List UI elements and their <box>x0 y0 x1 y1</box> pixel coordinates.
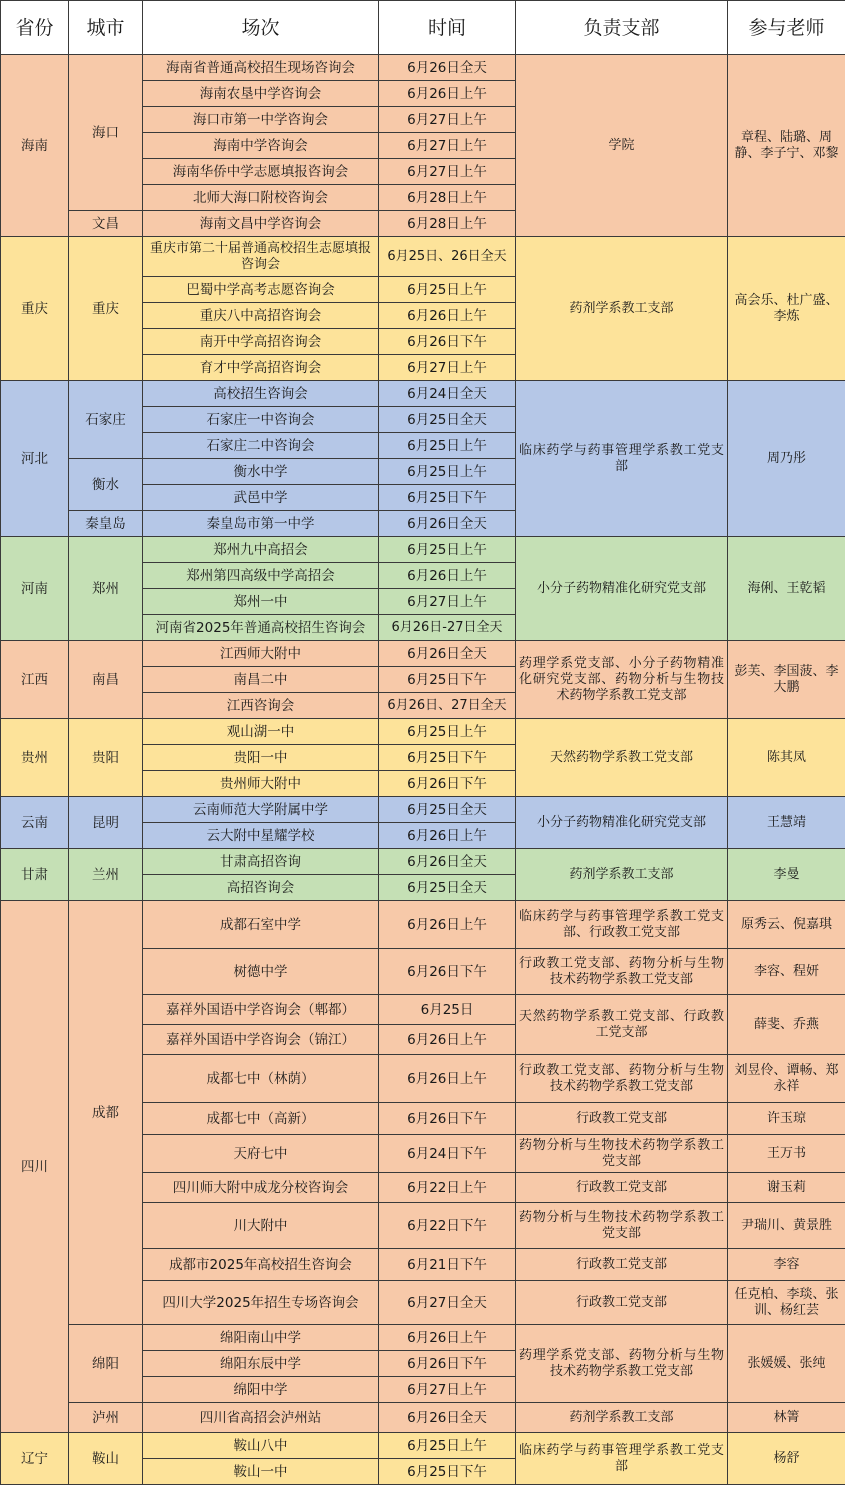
teachers-cell: 王万书 <box>728 1135 845 1173</box>
venue-cell: 北师大海口附校咨询会 <box>143 185 379 211</box>
time-cell: 6月25日全天 <box>379 875 516 901</box>
city-cell: 昆明 <box>69 797 143 849</box>
province-cell: 云南 <box>1 797 69 849</box>
city-cell: 文昌 <box>69 211 143 237</box>
branch-cell: 小分子药物精准化研究党支部 <box>516 797 728 849</box>
time-cell: 6月27日上午 <box>379 159 516 185</box>
time-cell: 6月26日上午 <box>379 1055 516 1103</box>
province-cell: 河南 <box>1 537 69 641</box>
time-cell: 6月25日全天 <box>379 797 516 823</box>
teachers-cell: 尹瑞川、黄景胜 <box>728 1203 845 1249</box>
teachers-cell: 原秀云、倪嘉琪 <box>728 901 845 949</box>
province-cell: 贵州 <box>1 719 69 797</box>
table-header <box>1 1 845 55</box>
venue-cell: 郑州一中 <box>143 589 379 615</box>
venue-cell: 川大附中 <box>143 1203 379 1249</box>
time-cell: 6月26日、27日全天 <box>379 693 516 719</box>
venue-cell: 鞍山一中 <box>143 1459 379 1485</box>
venue-cell: 海口市第一中学咨询会 <box>143 107 379 133</box>
table-row <box>1 537 845 563</box>
header-province: 省份 <box>1 1 69 55</box>
time-cell: 6月27日上午 <box>379 1377 516 1403</box>
time-cell: 6月25日下午 <box>379 1459 516 1485</box>
venue-cell: 绵阳东辰中学 <box>143 1351 379 1377</box>
teachers-cell: 李容 <box>728 1249 845 1281</box>
header-time: 时间 <box>379 1 516 55</box>
branch-cell: 药理学系党支部、小分子药物精准化研究党支部、药物分析与生物技术药物学系教工党支部 <box>516 641 728 719</box>
branch-cell: 天然药物学系教工党支部、行政教工党支部 <box>516 995 728 1055</box>
venue-cell: 树德中学 <box>143 949 379 995</box>
time-cell: 6月25日下午 <box>379 745 516 771</box>
time-cell: 6月26日上午 <box>379 901 516 949</box>
header-branch: 负责支部 <box>516 1 728 55</box>
table-row <box>1 1433 845 1459</box>
venue-cell: 四川师大附中成龙分校咨询会 <box>143 1173 379 1203</box>
venue-cell: 海南文昌中学咨询会 <box>143 211 379 237</box>
province-cell: 重庆 <box>1 237 69 381</box>
time-cell: 6月26日下午 <box>379 1103 516 1135</box>
table-row <box>1 1403 845 1433</box>
branch-cell: 行政教工党支部、药物分析与生物技术药物学系教工党支部 <box>516 949 728 995</box>
teachers-cell: 林箐 <box>728 1403 845 1433</box>
venue-cell: 贵州师大附中 <box>143 771 379 797</box>
teachers-cell: 周乃彤 <box>728 381 845 537</box>
time-cell: 6月26日全天 <box>379 849 516 875</box>
table-row <box>1 719 845 745</box>
time-cell: 6月26日下午 <box>379 949 516 995</box>
venue-cell: 四川省高招会泸州站 <box>143 1403 379 1433</box>
time-cell: 6月26日下午 <box>379 1351 516 1377</box>
table-row <box>1 641 845 667</box>
province-cell: 四川 <box>1 901 69 1433</box>
venue-cell: 嘉祥外国语中学咨询会（郫都） <box>143 995 379 1025</box>
table-body <box>1 55 845 1485</box>
time-cell: 6月27日上午 <box>379 589 516 615</box>
time-cell: 6月25日上午 <box>379 433 516 459</box>
city-cell: 郑州 <box>69 537 143 641</box>
teachers-cell: 海俐、王乾韬 <box>728 537 845 641</box>
venue-cell: 成都七中（林荫） <box>143 1055 379 1103</box>
teachers-cell: 杨舒 <box>728 1433 845 1485</box>
table-row <box>1 237 845 277</box>
venue-cell: 郑州第四高级中学高招会 <box>143 563 379 589</box>
city-cell: 衡水 <box>69 459 143 511</box>
venue-cell: 甘肃高招咨询 <box>143 849 379 875</box>
branch-cell: 行政教工党支部 <box>516 1173 728 1203</box>
time-cell: 6月22日下午 <box>379 1203 516 1249</box>
time-cell: 6月26日全天 <box>379 1403 516 1433</box>
branch-cell: 学院 <box>516 55 728 237</box>
branch-cell: 药剂学系教工支部 <box>516 1403 728 1433</box>
time-cell: 6月24日下午 <box>379 1135 516 1173</box>
time-cell: 6月24日全天 <box>379 381 516 407</box>
table-row <box>1 797 845 823</box>
teachers-cell: 李容、程妍 <box>728 949 845 995</box>
teachers-cell: 刘昱伶、谭畅、郑永祥 <box>728 1055 845 1103</box>
venue-cell: 海南中学咨询会 <box>143 133 379 159</box>
venue-cell: 云大附中星耀学校 <box>143 823 379 849</box>
table-row <box>1 381 845 407</box>
teachers-cell: 许玉琼 <box>728 1103 845 1135</box>
time-cell: 6月26日-27日全天 <box>379 615 516 641</box>
province-cell: 江西 <box>1 641 69 719</box>
venue-cell: 海南省普通高校招生现场咨询会 <box>143 55 379 81</box>
province-cell: 辽宁 <box>1 1433 69 1485</box>
time-cell: 6月25日上午 <box>379 459 516 485</box>
table-row <box>1 901 845 949</box>
time-cell: 6月26日全天 <box>379 511 516 537</box>
teachers-cell: 谢玉莉 <box>728 1173 845 1203</box>
branch-cell: 药理学系党支部、药物分析与生物技术药物学系教工党支部 <box>516 1325 728 1403</box>
time-cell: 6月26日上午 <box>379 1025 516 1055</box>
venue-cell: 河南省2025年普通高校招生咨询会 <box>143 615 379 641</box>
time-cell: 6月26日全天 <box>379 641 516 667</box>
city-cell: 兰州 <box>69 849 143 901</box>
city-cell: 海口 <box>69 55 143 211</box>
city-cell: 重庆 <box>69 237 143 381</box>
time-cell: 6月27日全天 <box>379 1281 516 1325</box>
venue-cell: 海南农垦中学咨询会 <box>143 81 379 107</box>
venue-cell: 武邑中学 <box>143 485 379 511</box>
branch-cell: 药物分析与生物技术药物学系教工党支部 <box>516 1135 728 1173</box>
header-venue: 场次 <box>143 1 379 55</box>
time-cell: 6月27日上午 <box>379 355 516 381</box>
city-cell: 成都 <box>69 901 143 1325</box>
venue-cell: 成都市2025年高校招生咨询会 <box>143 1249 379 1281</box>
time-cell: 6月26日全天 <box>379 55 516 81</box>
teachers-cell: 李曼 <box>728 849 845 901</box>
table-row <box>1 55 845 81</box>
venue-cell: 高招咨询会 <box>143 875 379 901</box>
time-cell: 6月26日上午 <box>379 1325 516 1351</box>
venue-cell: 海南华侨中学志愿填报咨询会 <box>143 159 379 185</box>
venue-cell: 四川大学2025年招生专场咨询会 <box>143 1281 379 1325</box>
venue-cell: 江西咨询会 <box>143 693 379 719</box>
branch-cell: 药剂学系教工支部 <box>516 237 728 381</box>
venue-cell: 南开中学高招咨询会 <box>143 329 379 355</box>
branch-cell: 天然药物学系教工党支部 <box>516 719 728 797</box>
branch-cell: 行政教工党支部、药物分析与生物技术药物学系教工党支部 <box>516 1055 728 1103</box>
city-cell: 绵阳 <box>69 1325 143 1403</box>
time-cell: 6月26日上午 <box>379 81 516 107</box>
branch-cell: 行政教工党支部 <box>516 1281 728 1325</box>
teachers-cell: 王慧靖 <box>728 797 845 849</box>
time-cell: 6月27日上午 <box>379 133 516 159</box>
table-row <box>1 1325 845 1351</box>
branch-cell: 临床药学与药事管理学系教工党支部 <box>516 381 728 537</box>
branch-cell: 小分子药物精准化研究党支部 <box>516 537 728 641</box>
time-cell: 6月28日上午 <box>379 185 516 211</box>
venue-cell: 秦皇岛市第一中学 <box>143 511 379 537</box>
venue-cell: 观山湖一中 <box>143 719 379 745</box>
venue-cell: 成都七中（高新） <box>143 1103 379 1135</box>
teachers-cell: 章程、陆璐、周静、李子宁、邓黎 <box>728 55 845 237</box>
province-cell: 海南 <box>1 55 69 237</box>
city-cell: 贵阳 <box>69 719 143 797</box>
venue-cell: 重庆市第二十届普通高校招生志愿填报咨询会 <box>143 237 379 277</box>
branch-cell: 临床药学与药事管理学系教工党支部、行政教工党支部 <box>516 901 728 949</box>
teachers-cell: 张媛媛、张纯 <box>728 1325 845 1403</box>
header-city: 城市 <box>69 1 143 55</box>
time-cell: 6月26日上午 <box>379 563 516 589</box>
branch-cell: 行政教工党支部 <box>516 1103 728 1135</box>
time-cell: 6月25日全天 <box>379 407 516 433</box>
time-cell: 6月28日上午 <box>379 211 516 237</box>
city-cell: 石家庄 <box>69 381 143 459</box>
time-cell: 6月26日上午 <box>379 303 516 329</box>
time-cell: 6月25日上午 <box>379 277 516 303</box>
city-cell: 泸州 <box>69 1403 143 1433</box>
venue-cell: 云南师范大学附属中学 <box>143 797 379 823</box>
teachers-cell: 任克柏、李琰、张训、杨红芸 <box>728 1281 845 1325</box>
venue-cell: 郑州九中高招会 <box>143 537 379 563</box>
city-cell: 鞍山 <box>69 1433 143 1485</box>
province-cell: 河北 <box>1 381 69 537</box>
time-cell: 6月26日下午 <box>379 329 516 355</box>
branch-cell: 药物分析与生物技术药物学系教工党支部 <box>516 1203 728 1249</box>
time-cell: 6月25日下午 <box>379 667 516 693</box>
venue-cell: 绵阳中学 <box>143 1377 379 1403</box>
teachers-cell: 薛斐、乔燕 <box>728 995 845 1055</box>
city-cell: 秦皇岛 <box>69 511 143 537</box>
venue-cell: 巴蜀中学高考志愿咨询会 <box>143 277 379 303</box>
venue-cell: 南昌二中 <box>143 667 379 693</box>
table-row <box>1 849 845 875</box>
venue-cell: 绵阳南山中学 <box>143 1325 379 1351</box>
time-cell: 6月25日上午 <box>379 1433 516 1459</box>
branch-cell: 行政教工党支部 <box>516 1249 728 1281</box>
branch-cell: 临床药学与药事管理学系教工党支部 <box>516 1433 728 1485</box>
city-cell: 南昌 <box>69 641 143 719</box>
teachers-cell: 陈其凤 <box>728 719 845 797</box>
time-cell: 6月25日上午 <box>379 537 516 563</box>
venue-cell: 鞍山八中 <box>143 1433 379 1459</box>
header-teachers: 参与老师 <box>728 1 845 55</box>
branch-cell: 药剂学系教工支部 <box>516 849 728 901</box>
time-cell: 6月25日、26日全天 <box>379 237 516 277</box>
venue-cell: 江西师大附中 <box>143 641 379 667</box>
venue-cell: 衡水中学 <box>143 459 379 485</box>
time-cell: 6月25日上午 <box>379 719 516 745</box>
teachers-cell: 彭芙、李国菠、李大鹏 <box>728 641 845 719</box>
venue-cell: 育才中学高招咨询会 <box>143 355 379 381</box>
venue-cell: 贵阳一中 <box>143 745 379 771</box>
venue-cell: 嘉祥外国语中学咨询会（锦江） <box>143 1025 379 1055</box>
province-cell: 甘肃 <box>1 849 69 901</box>
venue-cell: 石家庄一中咨询会 <box>143 407 379 433</box>
time-cell: 6月26日上午 <box>379 823 516 849</box>
venue-cell: 高校招生咨询会 <box>143 381 379 407</box>
venue-cell: 天府七中 <box>143 1135 379 1173</box>
time-cell: 6月27日上午 <box>379 107 516 133</box>
time-cell: 6月21日下午 <box>379 1249 516 1281</box>
venue-cell: 成都石室中学 <box>143 901 379 949</box>
time-cell: 6月25日下午 <box>379 485 516 511</box>
time-cell: 6月26日下午 <box>379 771 516 797</box>
time-cell: 6月22日上午 <box>379 1173 516 1203</box>
venue-cell: 重庆八中高招咨询会 <box>143 303 379 329</box>
time-cell: 6月25日 <box>379 995 516 1025</box>
venue-cell: 石家庄二中咨询会 <box>143 433 379 459</box>
teachers-cell: 高会乐、杜广盛、李炼 <box>728 237 845 381</box>
